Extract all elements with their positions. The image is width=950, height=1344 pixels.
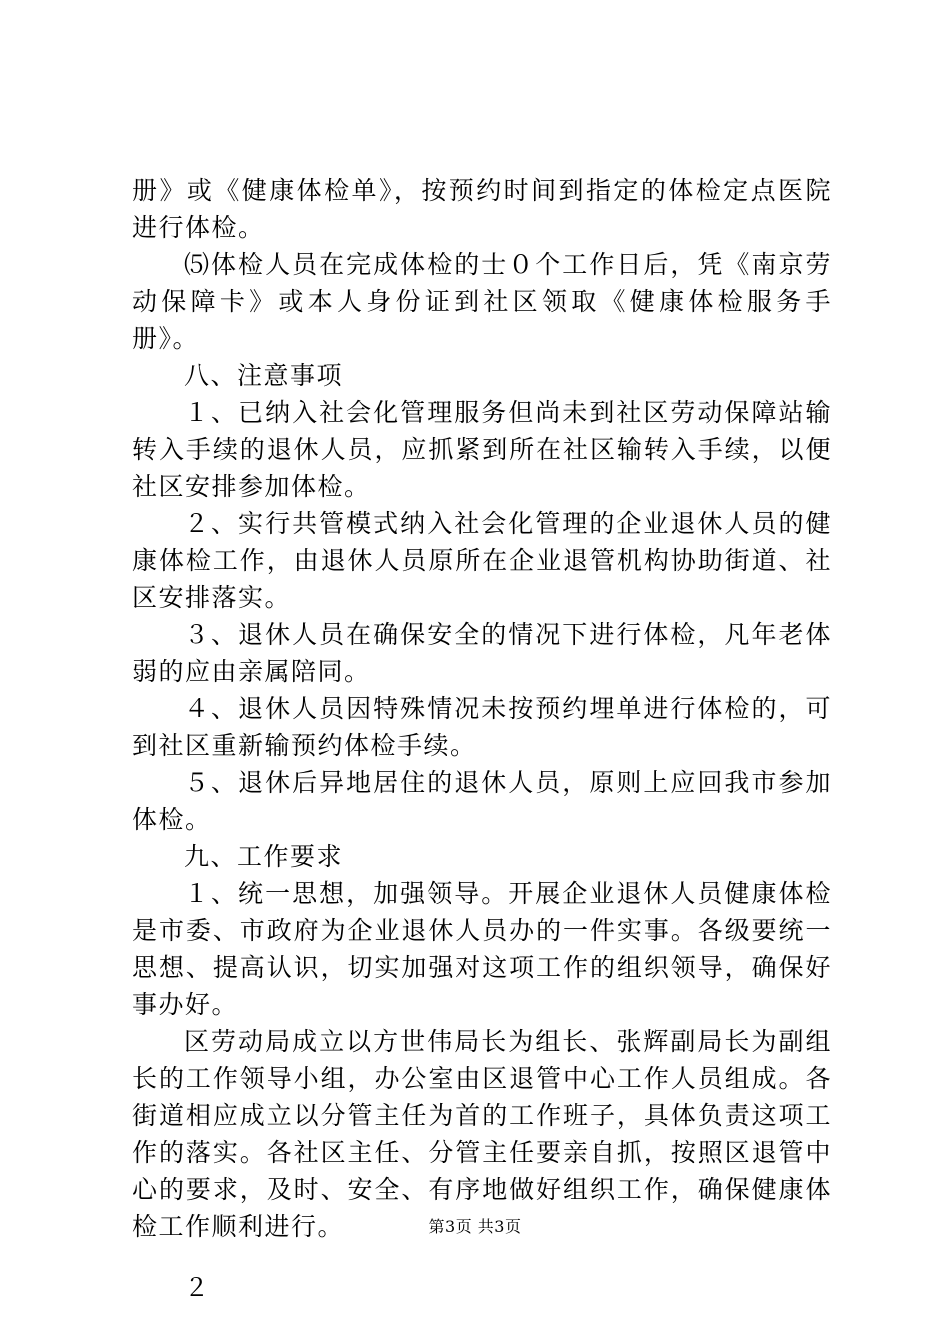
paragraph-note-3: ３、退休人员在确保安全的情况下进行体检，凡年老体弱的应由亲属陪同。: [132, 620, 832, 686]
section-heading-requirements: 九、工作要求: [184, 842, 344, 871]
paragraph-note-4: ４、退休人员因特殊情况未按预约埋单进行体检的，可到社区重新输预约体检手续。: [132, 694, 832, 760]
paragraph-note-2: ２、实行共管模式纳入社会化管理的企业退休人员的健康体检工作，由退休人员原所在企业退管机构协助街道、社区安排落实。: [132, 509, 832, 612]
paragraph-continuation: 册》或《健康体检单》，按预约时间到指定的体检定点医院进行体检。: [132, 176, 832, 242]
inline-page-number: ２: [184, 1273, 211, 1302]
paragraph-note-5: ５、退休后异地居住的退休人员，原则上应回我市参加体检。: [132, 768, 832, 834]
page-footer: 第3页 共3页: [428, 1217, 522, 1236]
paragraph-item-5: ⑸体检人员在完成体检的士０个工作日后，凭《南京劳动保障卡》或本人身份证到社区领取《健康体检服务手册》。: [132, 250, 832, 353]
paragraph-leadership-group: 区劳动局成立以方世伟局长为组长、张辉副局长为副组长的工作领导小组，办公室由区退管中心工作人员组成。各街道相应成立以分管主任为首的工作班子，具体负责这项工作的落实。各社区主任、分管主任要亲自抓，按照区退管中心的要求，及时、安全、有序地做好组织工作，确保健康体检工作顺利进行。: [132, 1027, 832, 1241]
paragraph-requirement-1: １、统一思想，加强领导。开展企业退休人员健康体检是市委、市政府为企业退休人员办的一件实事。各级要统一思想、提高认识，切实加强对这项工作的组织领导，确保好事办好。: [132, 879, 832, 1019]
section-heading-notes: 八、注意事项: [184, 361, 344, 390]
paragraph-note-1: １、已纳入社会化管理服务但尚未到社区劳动保障站输转入手续的退休人员，应抓紧到所在社区输转入手续，以便社区安排参加体检。: [132, 398, 832, 501]
document-body: [132, 172, 832, 1306]
